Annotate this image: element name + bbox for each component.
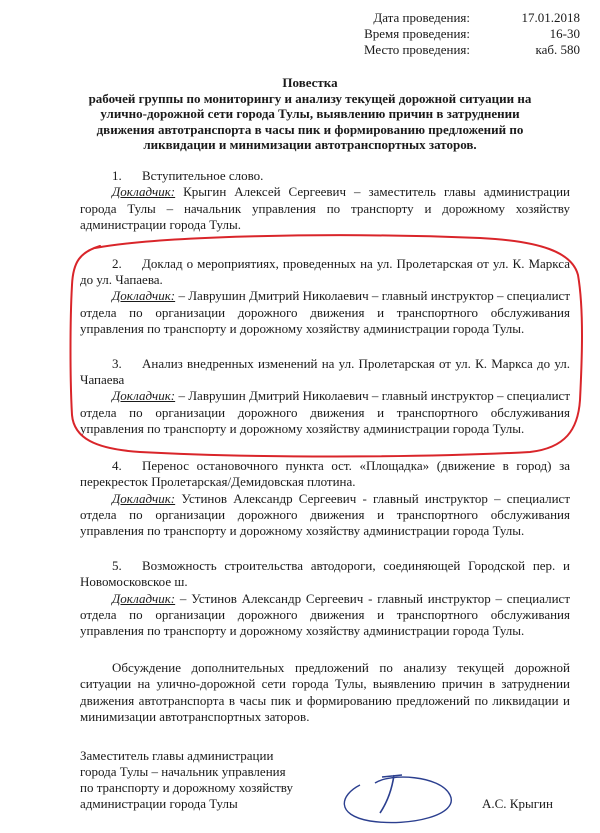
signature-block: [80, 748, 300, 812]
title-line-2: рабочей группы по мониторингу и анализу текущей дорожной ситуации на: [88, 90, 532, 106]
speaker-text: – Устинов Александр Сергеевич - главный инструктор – специалист отдела по организации дорожного движения и транспортного обслуживания управления по транспорту и дорожному хозяйству администрации города Тулы.: [80, 590, 570, 639]
item-speaker: [80, 388, 570, 437]
speaker-label: Докладчик:: [112, 490, 176, 506]
speaker-label: Докладчик:: [112, 590, 176, 606]
agenda-title: [60, 75, 560, 153]
sign-position-line-2: города Тулы – начальник управления: [80, 764, 286, 779]
item-text: Анализ внедренных изменений на ул. Пролетарская от ул. К. Маркса до ул. Чапаева: [80, 355, 570, 388]
item-text: Возможность строительства автодороги, соединяющей Городской пер. и Новомосковское ш.: [80, 557, 570, 590]
item-number: 5.: [112, 557, 122, 573]
title-line-5: ликвидации и минимизации автотранспортных заторов.: [143, 137, 477, 152]
sign-position-line-1: Заместитель главы администрации: [80, 748, 274, 763]
item-number: 2.: [112, 255, 122, 271]
place-label: Место проведения:: [363, 42, 470, 57]
speaker-label: Докладчик:: [112, 288, 176, 304]
agenda-body: [80, 168, 570, 725]
handwritten-signature: [320, 755, 470, 830]
item-number: 1.: [112, 168, 122, 183]
item-text: Вступительное слово.: [142, 168, 264, 183]
agenda-item: [80, 558, 570, 640]
title-line-4: движения автотранспорта в часы пик и формированию предложений по: [96, 121, 524, 137]
speaker-text: – Лаврушин Дмитрий Николаевич – главный инструктор – специалист отдела по организации дорожного движения и транспортного обслуживания управления по транспорту и дорожному хозяйству администрации города Тулы.: [80, 388, 570, 437]
agenda-item: [80, 168, 570, 234]
closing-paragraph: Обсуждение дополнительных предложений по анализу текущей дорожной ситуации на улично-дорожной сети города Тулы, выявлению причин в затруднении движения автотранспорта в часы пик и формированию предложений по ликвидации и минимизации автотранспортных заторов.: [80, 659, 570, 724]
agenda-item: [80, 256, 570, 338]
item-speaker: [80, 591, 570, 640]
item-number: 3.: [112, 355, 122, 371]
title-line-1: Повестка: [282, 75, 338, 90]
time-label: Время проведения:: [364, 26, 470, 41]
agenda-item: [80, 356, 570, 438]
date-value: 17.01.2018: [521, 10, 580, 25]
speaker-label: Докладчик:: [112, 388, 176, 404]
agenda-item: [80, 458, 570, 540]
item-text: Доклад о мероприятиях, проведенных на ул. Пролетарская от ул. К. Маркса до ул. Чапаева.: [80, 255, 570, 288]
speaker-label: Докладчик:: [112, 184, 176, 200]
item-text: Перенос остановочного пункта ост. «Площадка» (движение в город) за перекресток Пролетарская/Демидовская плотина.: [80, 457, 570, 490]
meta-time-row: [330, 26, 580, 42]
meta-date-row: [330, 10, 580, 26]
signatory-name: А.С. Крыгин: [482, 796, 553, 811]
title-line-3: улично-дорожной сети города Тулы, выявлению причин в затруднении: [100, 106, 520, 121]
time-value: 16-30: [549, 26, 580, 41]
item-speaker: [80, 491, 570, 540]
item-speaker: [80, 288, 570, 337]
speaker-text: – Лаврушин Дмитрий Николаевич – главный инструктор – специалист отдела по организации дорожного движения и транспортного обслуживания управления по транспорту и дорожному хозяйству администрации города Тулы.: [80, 288, 570, 337]
speaker-text: Крыгин Алексей Сергеевич – заместитель главы администрации города Тулы – начальник управления по транспорту и дорожному хозяйству администрации города Тулы.: [80, 184, 570, 233]
item-speaker: [80, 184, 570, 233]
sign-position-line-4: администрации города Тулы: [80, 796, 238, 811]
speaker-text: Устинов Александр Сергеевич - главный инструктор – специалист отдела по организации дорожного движения и транспортного обслуживания управления по транспорту и дорожному хозяйству администрации города Тулы.: [80, 490, 570, 539]
place-value: каб. 580: [535, 42, 580, 57]
sign-position-line-3: по транспорту и дорожному хозяйству: [80, 780, 293, 795]
date-label: Дата проведения:: [373, 10, 470, 25]
item-number: 4.: [112, 457, 122, 473]
meta-place-row: [330, 42, 580, 58]
meeting-meta: [330, 10, 580, 58]
